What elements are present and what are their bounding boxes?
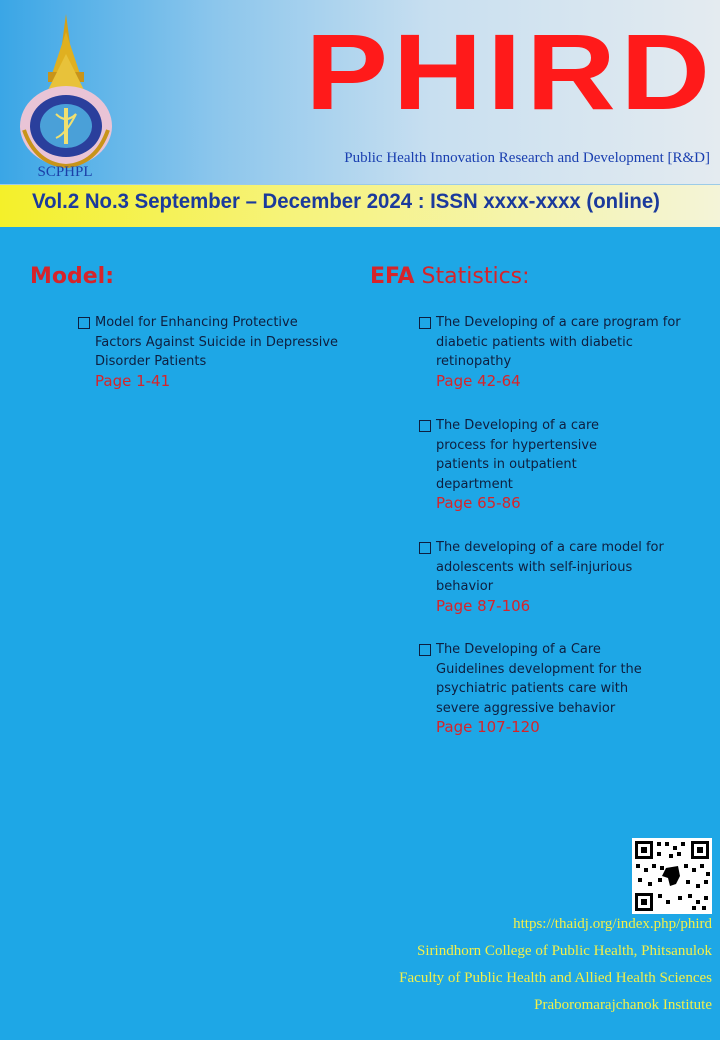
article-page-range: Page 1-41 <box>95 371 171 390</box>
checkbox-bullet-icon <box>419 644 431 656</box>
article-page-range: Page 65-86 <box>436 494 521 512</box>
article-page-range: Page 87-106 <box>436 596 531 615</box>
checkbox-bullet-icon <box>78 317 90 329</box>
checkbox-bullet-icon <box>419 317 431 329</box>
list-item[interactable] <box>436 640 668 738</box>
faculty-name: Faculty of Public Health and Allied Health Sciences <box>399 970 712 986</box>
article-title: The Developing of a Care Guidelines development for the psychiatric patients care with severe aggressive behavior <box>436 642 642 716</box>
college-emblem-icon <box>16 14 116 174</box>
journal-title: PHIRD <box>305 11 715 132</box>
list-item[interactable] <box>436 538 668 616</box>
model-section-title: Model: <box>30 264 115 289</box>
article-page-range: Page 107-120 <box>436 718 540 736</box>
issue-line: Vol.2 No.3 September – December 2024 : ISSN xxxx-xxxx (online) <box>32 190 660 213</box>
qr-code-icon[interactable] <box>632 838 712 914</box>
checkbox-bullet-icon <box>419 420 431 432</box>
college-name: Sirindhorn College of Public Health, Phitsanulok <box>417 943 712 959</box>
logo-caption: SCPHPL <box>37 164 93 180</box>
list-item[interactable] <box>436 313 686 391</box>
article-title: The Developing of a care program for diabetic patients with diabetic retinopathy <box>436 315 681 369</box>
statistics-label: Statistics: <box>414 264 530 289</box>
article-title: The Developing of a care process for hypertensive patients in outpatient department <box>436 418 599 492</box>
efa-section-title <box>370 264 530 289</box>
institute-name: Praboromarajchanok Institute <box>534 997 712 1013</box>
article-page-range: Page 42-64 <box>436 371 521 390</box>
article-title: Model for Enhancing Protective Factors Against Suicide in Depressive Disorder Patients <box>95 315 339 369</box>
article-title: The developing of a care model for adolescents with self-injurious behavior <box>436 540 664 594</box>
list-item[interactable] <box>95 313 345 391</box>
journal-subtitle: Public Health Innovation Research and Development [R&D] <box>344 150 710 166</box>
journal-url-link[interactable]: https://thaidj.org/index.php/phird <box>513 916 712 932</box>
efa-label: EFA <box>370 264 415 289</box>
list-item[interactable] <box>436 416 636 514</box>
checkbox-bullet-icon <box>419 542 431 554</box>
